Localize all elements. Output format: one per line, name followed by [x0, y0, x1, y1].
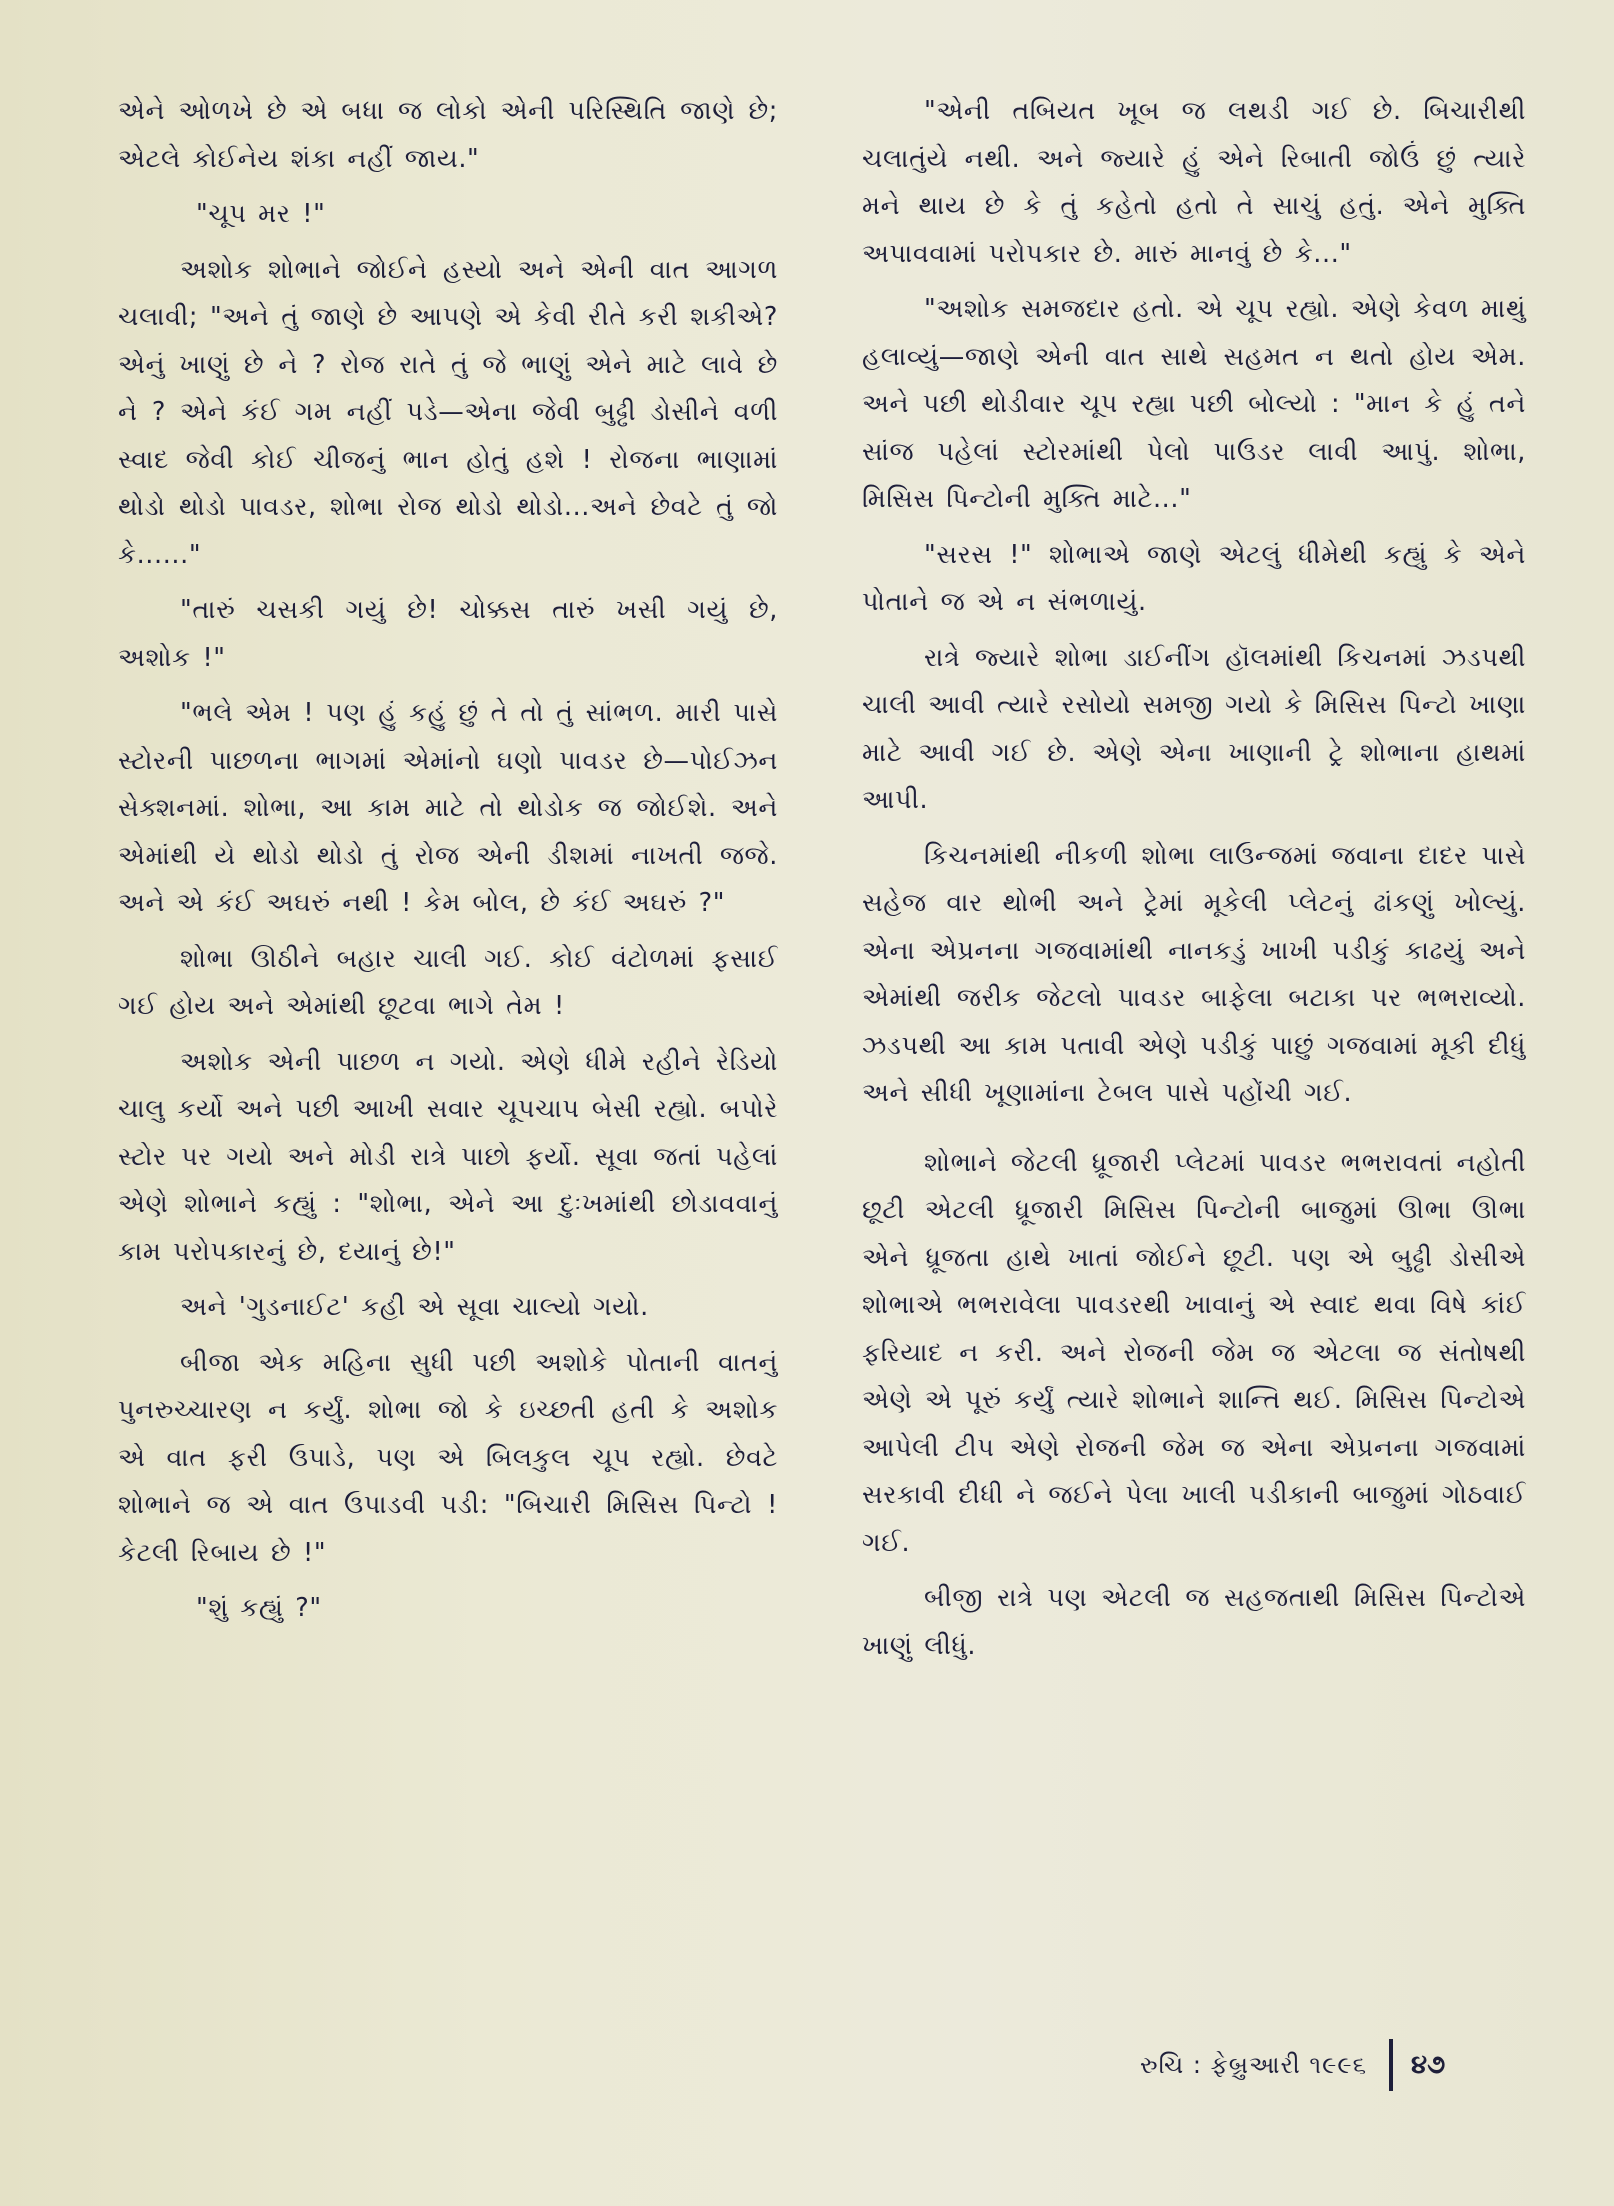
paragraph: "ચૂપ મર !" [196, 199, 326, 229]
paragraph: "તારું ચસકી ગયું છે! ચોક્કસ તારું ખસી ગયું છે, અશોક !" [118, 595, 778, 673]
paragraph: અશોક શોભાને જોઈને હસ્યો અને એની વાત આગળ ચલાવી; "અને તું જાણે છે આપણે એ કેવી રીતે કરી શકીએ? એનું ખાણું છે ને ? રોજ રાતે તું જે ભાણું એને માટે લાવે છે ને ? એને કંઈ ગમ નહીં પડે—એના જેવી બુઢ્ઢી ડોસીને વળી સ્વાદ જેવી કોઈ ચીજનું ભાન હોતું હશે ! રોજના ભાણામાં થોડો થોડો પાવડર, શોભા રોજ થોડો થોડો...અને છેવટે તું જો કે......" [118, 254, 778, 570]
left-column [118, 88, 778, 1641]
paragraph: બીજી રાત્રે પણ એટલી જ સહજતાથી મિસિસ પિન્ટોએ ખાણું લીધું. [862, 1583, 1526, 1661]
paragraph: કિચનમાંથી નીકળી શોભા લાઉન્જમાં જવાના દાદર પાસે સહેજ વાર થોભી અને ટ્રેમાં મૂકેલી પ્લેટનું ઢાંકણું ખોલ્યું. એના એપ્રનના ગજવામાંથી નાનકડું ખાખી પડીકું કાઢયું અને એમાંથી જરીક જેટલો પાવડર બાફેલા બટાકા પર ભભરાવ્યો. ઝડપથી આ કામ પતાવી એણે પડીકું પાછું ગજવામાં મૂકી દીધું અને સીધી ખૂણામાંના ટેબલ પાસે પહોંચી ગઈ. [862, 840, 1526, 1108]
magazine-issue-label: રુચિ : ફેબ્રુઆરી ૧૯૯૬ [1140, 2051, 1368, 2079]
paragraph: "સરસ !" શોભાએ જાણે એટલું ધીમેથી કહ્યું કે એને પોતાને જ એ ન સંભળાયું. [862, 539, 1526, 617]
paragraph: "એની તબિયત ખૂબ જ લથડી ગઈ છે. બિચારીથી ચલાતુંયે નથી. અને જ્યારે હું એને રિબાતી જોઉં છું ત્યારે મને થાય છે કે તું કહેતો હતો તે સાચું હતું. એને મુક્તિ અપાવવામાં પરોપકાર છે. મારું માનવું છે કે..." [862, 96, 1526, 269]
paragraph: અશોક એની પાછળ ન ગયો. એણે ધીમે રહીને રેડિયો ચાલુ કર્યો અને પછી આખી સવાર ચૂપચાપ બેસી રહ્યો. બપોરે સ્ટોર પર ગયો અને મોડી રાત્રે પાછો ફર્યો. સૂવા જતાં પહેલાં એણે શોભાને કહ્યું : "શોભા, એને આ દુઃખમાંથી છોડાવવાનું કામ પરોપકારનું છે, દયાનું છે!" [118, 1046, 778, 1267]
paragraph: અને 'ગુડનાઈટ' કહી એ સૂવા ચાલ્યો ગયો. [180, 1292, 649, 1322]
paragraph: "શું કહ્યું ?" [196, 1593, 322, 1623]
page-number: ૪૭ [1411, 2049, 1446, 2080]
paragraph: શોભાને જેટલી ધ્રૂજારી પ્લેટમાં પાવડર ભભરાવતાં નહોતી છૂટી એટલી ધ્રૂજારી મિસિસ પિન્ટોની બાજુમાં ઊભા ઊભા એને ધ્રૂજતા હાથે ખાતાં જોઈને છૂટી. પણ એ બુઢ્ઢી ડોસીએ શોભાએ ભભરાવેલા પાવડરથી ખાવાનું એ સ્વાદ થવા વિષે કાંઈ ફરિયાદ ન કરી. અને રોજની જેમ જ એટલા જ સંતોષથી એણે એ પૂરું કર્યું ત્યારે શોભાને શાન્તિ થઈ. મિસિસ પિન્ટોએ આપેલી ટીપ એણે રોજની જેમ જ એના એપ્રનના ગજવામાં સરકાવી દીધી ને જઈને પેલા ખાલી પડીકાની બાજુમાં ગોઠવાઈ ગઈ. [862, 1147, 1526, 1558]
paragraph: "અશોક સમજદાર હતો. એ ચૂપ રહ્યો. એણે કેવળ માથું હલાવ્યું—જાણે એની વાત સાથે સહમત ન થતો હોય એમ. અને પછી થોડીવાર ચૂપ રહ્યા પછી બોલ્યો : "માન કે હું તને સાંજ પહેલાં સ્ટોરમાંથી પેલો પાઉડર લાવી આપું. શોભા, મિસિસ પિન્ટોની મુક્તિ માટે..." [862, 294, 1526, 514]
paragraph: બીજા એક મહિના સુધી પછી અશોકે પોતાની વાતનું પુનરુચ્ચારણ ન કર્યું. શોભા જો કે ઇચ્છતી હતી કે અશોક એ વાત ફરી ઉપાડે, પણ એ બિલકુલ ચૂપ રહ્યો. છેવટે શોભાને જ એ વાત ઉપાડવી પડી: "બિચારી મિસિસ પિન્ટો ! કેટલી રિબાય છે !" [118, 1347, 779, 1568]
footer-divider [1389, 2039, 1393, 2091]
paragraph: "ભલે એમ ! પણ હું કહું છું તે તો તું સાંભળ. મારી પાસે સ્ટોરની પાછળના ભાગમાં એમાંનો ઘણો પાવડર છે—પોઈઝન સેક્શનમાં. શોભા, આ કામ માટે તો થોડોક જ જોઈશે. અને એમાંથી યે થોડો થોડો તું રોજ એની ડીશમાં નાખતી જજે. અને એ કંઈ અઘરું નથી ! કેમ બોલ, છે કંઈ અઘરું ?" [118, 698, 778, 918]
paragraph: એને ઓળખે છે એ બધા જ લોકો એની પરિસ્થિતિ જાણે છે; એટલે કોઈનેય શંકા નહીં જાય." [118, 96, 778, 174]
right-column [862, 88, 1526, 1678]
page-footer [1140, 2040, 1445, 2090]
paragraph: શોભા ઊઠીને બહાર ચાલી ગઈ. કોઈ વંટોળમાં ફસાઈ ગઈ હોય અને એમાંથી છૂટવા ભાગે તેમ ! [118, 943, 778, 1021]
paragraph: રાત્રે જ્યારે શોભા ડાઈનીંગ હૉલમાંથી કિચનમાં ઝડપથી ચાલી આવી ત્યારે રસોયો સમજી ગયો કે મિસિસ પિન્ટો ખાણા માટે આવી ગઈ છે. એણે એના ખાણાની ટ્રે શોભાના હાથમાં આપી. [862, 642, 1526, 815]
